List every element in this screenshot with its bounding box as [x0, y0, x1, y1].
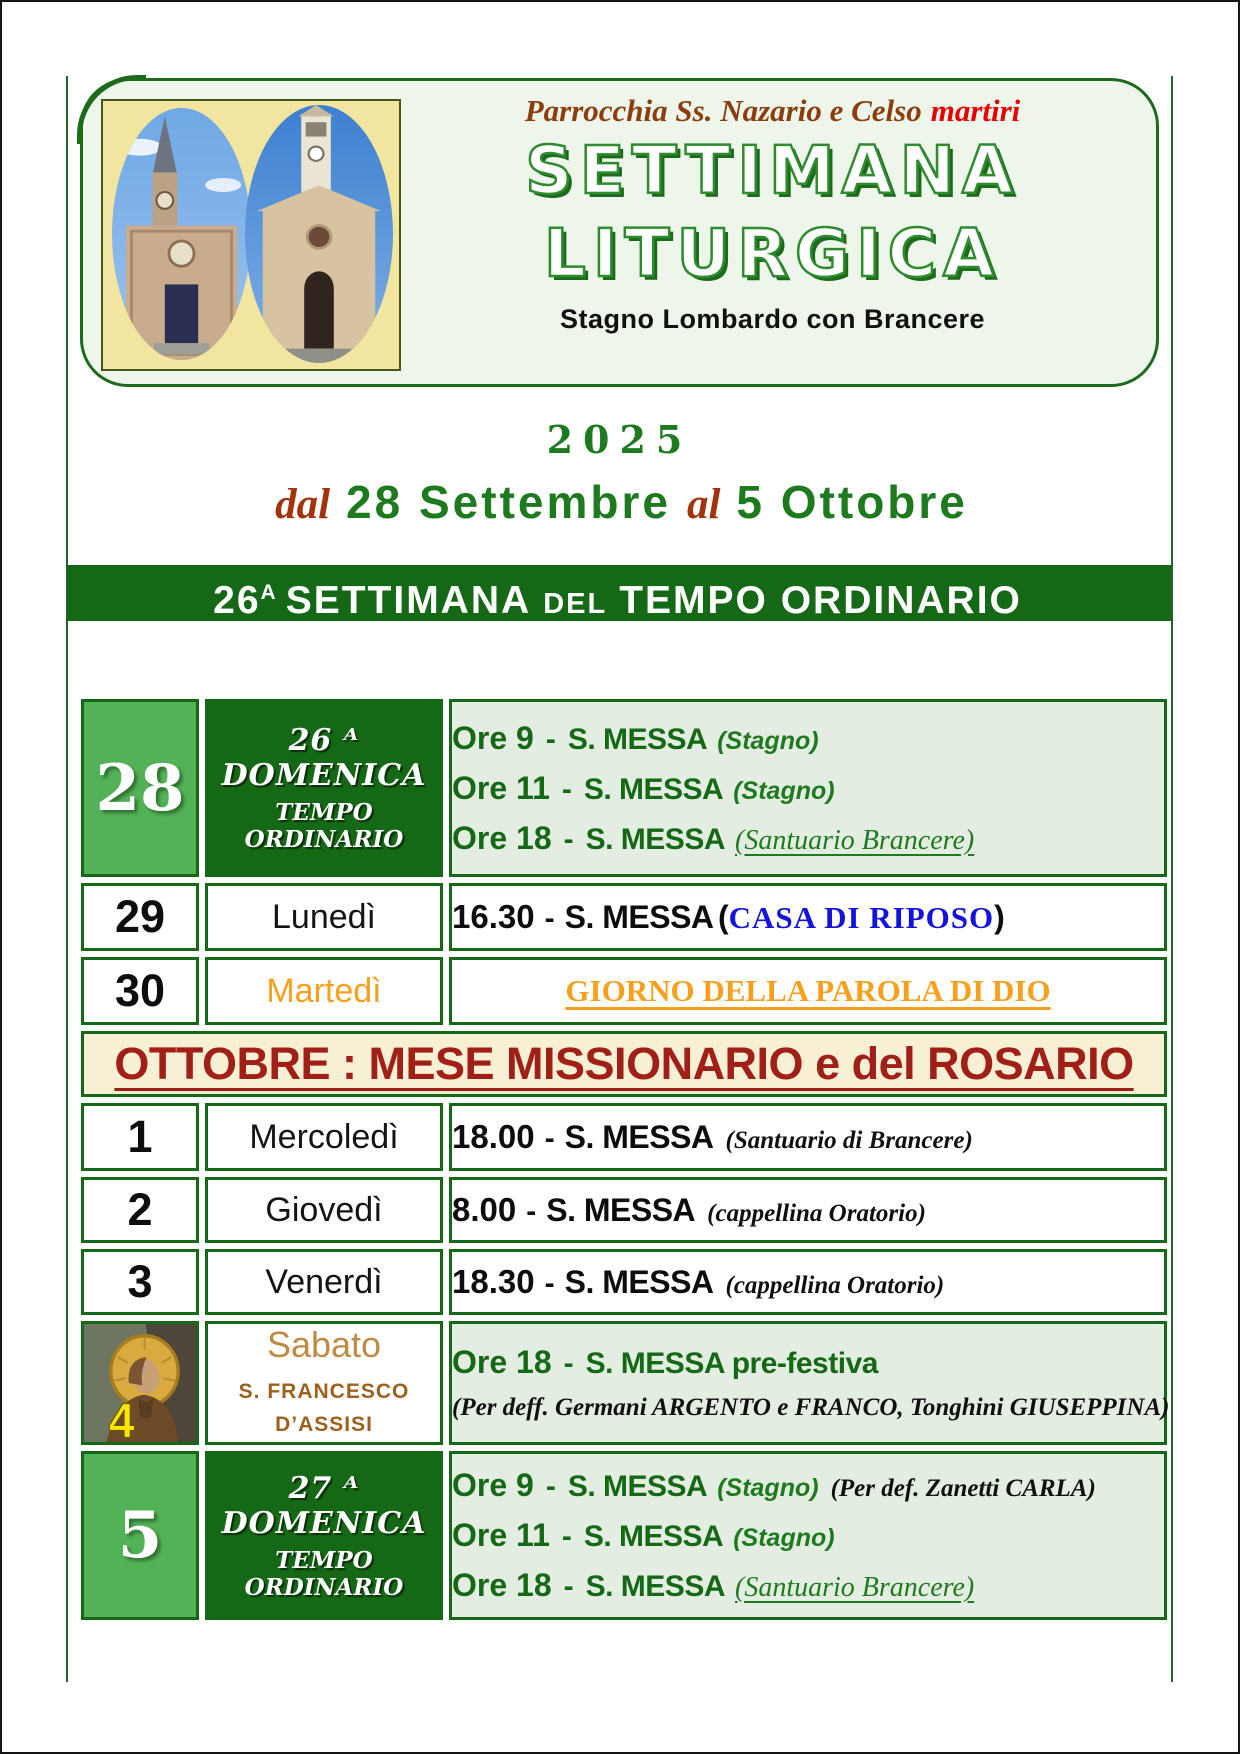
mass-name: S. MESSA	[564, 1119, 714, 1155]
mass-line	[452, 820, 1164, 857]
month-banner-row	[81, 1031, 1167, 1097]
table-row-5	[81, 1451, 1167, 1620]
sunday-subtitle: TEMPO ORDINARIO	[244, 799, 404, 853]
date-word-from: dal	[275, 481, 331, 528]
dash: -	[544, 1267, 555, 1300]
mass-name: S. MESSA	[564, 1264, 714, 1300]
mass-time: Ore 9	[452, 719, 534, 756]
dayname-cell-3: Venerdì	[205, 1249, 443, 1315]
table-row-2	[81, 1177, 1167, 1243]
date-to: 5 Ottobre	[736, 476, 968, 528]
mass-location: (Santuario di Brancere)	[725, 1127, 973, 1154]
day-cell-28: 28	[81, 699, 199, 877]
dash: -	[545, 722, 556, 756]
mass-time: Ore 11	[452, 769, 550, 806]
date-from: 28 Settembre	[346, 476, 671, 528]
schedule-cell-30	[449, 957, 1167, 1025]
mass-time: Ore 18	[452, 1567, 552, 1603]
mass-location: (Stagno)	[733, 776, 835, 805]
schedule-cell-29	[449, 883, 1167, 951]
day-cell-29: 29	[81, 883, 199, 951]
subtitle-towns: Stagno Lombardo con Brancere	[559, 304, 986, 335]
day-cell-1: 1	[81, 1103, 199, 1171]
mass-name: S. MESSA	[546, 1192, 696, 1228]
title-settimana: SETTIMANA	[525, 132, 1020, 209]
mass-location: (cappellina Oratorio)	[707, 1200, 926, 1227]
header-box	[80, 78, 1159, 387]
date-word-to: al	[686, 481, 721, 528]
mass-location: (Stagno)	[717, 726, 819, 755]
mass-line	[452, 770, 1164, 807]
month-banner	[81, 1031, 1167, 1097]
parish-name	[401, 93, 1144, 129]
mass-name: S. MESSA	[585, 822, 725, 856]
day-cell-2: 2	[81, 1177, 199, 1243]
svg-text:4: 4	[108, 1393, 135, 1442]
week-banner-del: DEL	[543, 588, 608, 620]
content-frame	[66, 76, 1173, 1682]
mass-time: Ore 9	[452, 1467, 534, 1503]
schedule-cell-4	[449, 1321, 1170, 1445]
mass-time: 16.30	[452, 898, 535, 935]
parish-name-accent: martiri	[930, 93, 1021, 128]
mass-location: (Santuario Brancere)	[735, 824, 975, 856]
day-cell-5: 5	[81, 1451, 199, 1620]
dash: -	[545, 1470, 556, 1503]
sunday-title: 26 ᴬ DOMENICA	[221, 723, 427, 793]
dash: -	[563, 1570, 574, 1603]
table-row-3	[81, 1249, 1167, 1315]
paren: (	[717, 899, 729, 935]
mass-name: S. MESSA pre-festiva	[585, 1347, 878, 1380]
week-ordinal: A	[260, 581, 278, 604]
dayname-cell-30: Martedì	[205, 957, 443, 1025]
sunday-subtitle: TEMPO ORDINARIO	[244, 1546, 404, 1601]
mass-name: S. MESSA	[564, 899, 714, 935]
mass-time: 18.00	[452, 1118, 535, 1155]
schedule-cell-3	[449, 1249, 1167, 1315]
schedule-cell-5	[449, 1451, 1167, 1620]
paren: )	[994, 899, 1005, 935]
dash: -	[563, 822, 574, 856]
mass-time: Ore 18	[452, 819, 552, 856]
feast-line-1: S. FRANCESCO	[238, 1380, 410, 1404]
mass-location: CASA DI RIPOSO	[728, 900, 995, 935]
saturday-label: Sabato	[266, 1324, 382, 1366]
date-range	[68, 475, 1171, 529]
dash: -	[561, 1520, 572, 1553]
title-liturgica: LITURGICA	[543, 214, 1002, 292]
dayname-cell-29: Lunedì	[205, 883, 443, 951]
dash: -	[561, 772, 572, 806]
mass-note-line	[452, 1394, 1170, 1422]
parish-name-main: Parrocchia Ss. Nazario e Celso	[524, 93, 922, 128]
day-cell-30: 30	[81, 957, 199, 1025]
calendar	[75, 693, 1173, 1626]
dayname-cell-1: Mercoledì	[205, 1103, 443, 1171]
mass-time: Ore 11	[452, 1517, 550, 1553]
week-banner-mid: SETTIMANA	[285, 579, 532, 622]
mass-location: (Santuario Brancere)	[735, 1572, 975, 1603]
mass-line	[452, 720, 1164, 757]
header-text	[401, 85, 1144, 335]
mass-line	[452, 1344, 1164, 1381]
st-francis-image	[81, 1321, 199, 1445]
mass-time: 8.00	[452, 1191, 517, 1228]
dash: -	[563, 1347, 574, 1380]
week-banner-rest: TEMPO ORDINARIO	[619, 579, 1022, 622]
schedule-cell-28	[449, 699, 1167, 877]
dash: -	[526, 1195, 537, 1228]
mass-line	[452, 1567, 1164, 1604]
mass-location: (Stagno)	[717, 1474, 819, 1502]
mass-name: S. MESSA	[567, 1470, 708, 1503]
church-photos-panel	[101, 99, 401, 371]
dayname-cell-5	[205, 1451, 443, 1620]
table-row-30	[81, 957, 1167, 1025]
mass-note: (Per def. Zanetti CARLA)	[830, 1475, 1096, 1502]
mass-location: (cappellina Oratorio)	[725, 1272, 945, 1299]
mass-location: (Stagno)	[733, 1524, 835, 1552]
sunday-title: 27 ᴬ DOMENICA	[221, 1470, 427, 1541]
mass-time: Ore 18	[452, 1344, 552, 1380]
year-label: 2025	[546, 417, 693, 462]
mass-line	[452, 1467, 1164, 1504]
month-banner-text: OTTOBRE : MESE MISSIONARIO e del ROSARIO	[114, 1038, 1134, 1089]
special-day-label: GIORNO DELLA PAROLA DI DIO	[565, 973, 1051, 1008]
church-photo-left	[112, 108, 251, 360]
feast-line-2: D’ASSISI	[275, 1413, 373, 1436]
mass-note: (Per deff. Germani ARGENTO e FRANCO, Tonghini GIUSEPPINA)	[452, 1394, 1170, 1421]
dayname-cell-2: Giovedì	[205, 1177, 443, 1243]
dash: -	[544, 1122, 555, 1155]
church-photo-right	[245, 105, 393, 363]
mass-time: 18.30	[452, 1263, 535, 1300]
mass-name: S. MESSA	[567, 722, 708, 756]
week-number: 26	[213, 579, 261, 622]
table-row-4	[81, 1321, 1167, 1445]
mass-name: S. MESSA	[583, 772, 724, 806]
mass-name: S. MESSA	[583, 1520, 724, 1553]
dayname-cell-28	[205, 699, 443, 877]
table-row-1	[81, 1103, 1167, 1171]
table-row-29	[81, 883, 1167, 951]
table-row-28	[81, 699, 1167, 877]
day-cell-3: 3	[81, 1249, 199, 1315]
week-banner	[68, 565, 1171, 621]
mass-line	[452, 1517, 1164, 1554]
mass-name: S. MESSA	[585, 1570, 725, 1603]
schedule-cell-2	[449, 1177, 1167, 1243]
dayname-cell-4	[205, 1321, 443, 1445]
dash: -	[544, 902, 555, 935]
schedule-cell-1	[449, 1103, 1167, 1171]
